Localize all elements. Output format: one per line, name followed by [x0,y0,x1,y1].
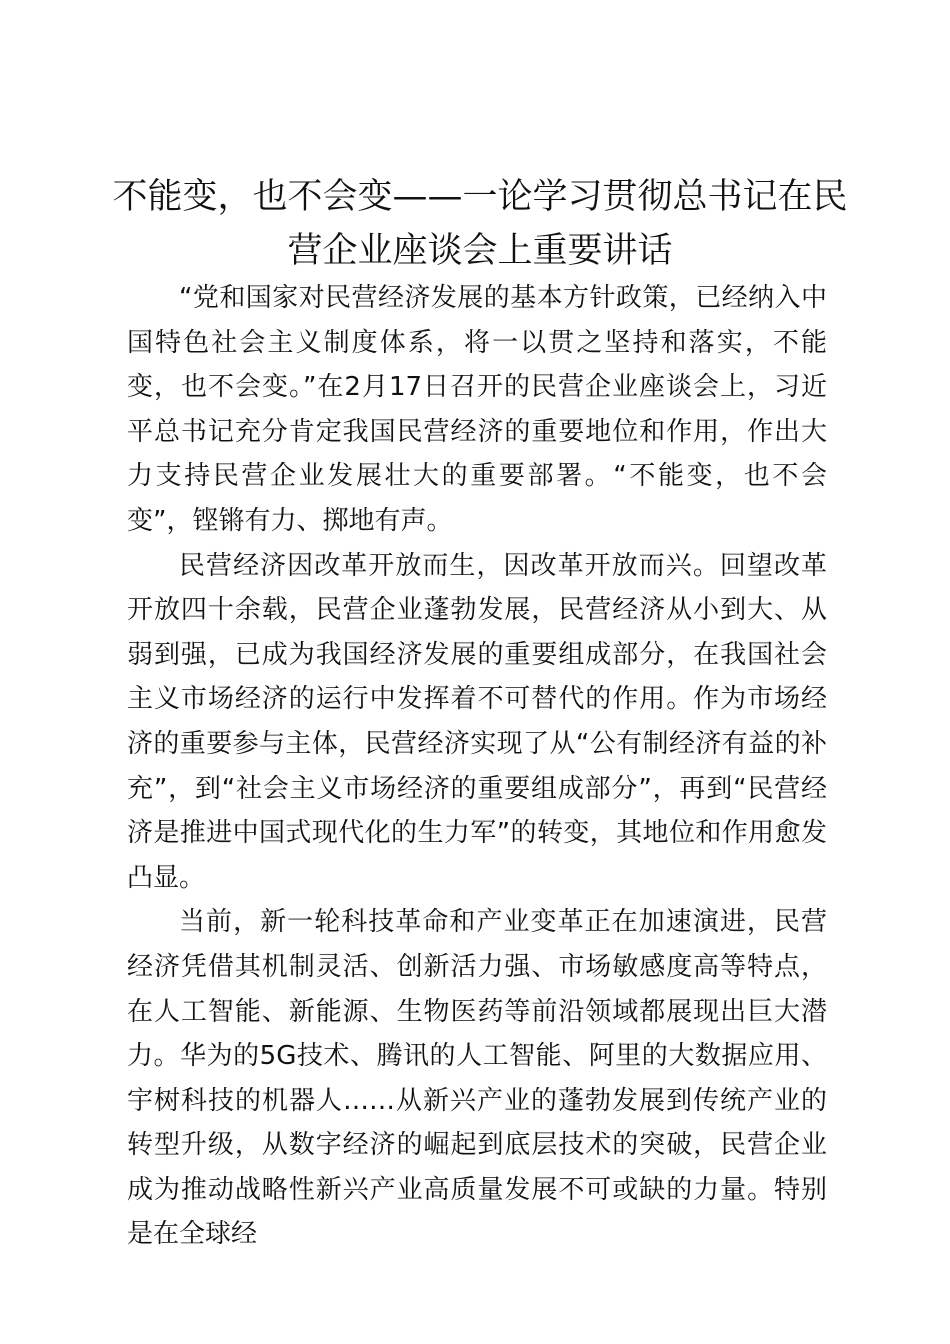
paragraph: “党和国家对民营经济发展的基本方针政策，已经纳入中国特色社会主义制度体系，将一以贯之坚持和落实，不能变，也不会变。”在2月17日召开的民营企业座谈会上，习近平总书记充分肯定我国民营经济的重要地位和作用，作出大力支持民营企业发展壮大的重要部署。“不能变，也不会变”，铿锵有力、掷地有声。 [127,283,827,536]
document-body [127,276,827,1257]
paragraph: 民营经济因改革开放而生，因改革开放而兴。回望改革开放四十余载，民营企业蓬勃发展，民营经济从小到大、从弱到强，已成为我国经济发展的重要组成部分，在我国社会主义市场经济的运行中发挥着不可替代的作用。作为市场经济的重要参与主体，民营经济实现了从“公有制经济有益的补充”，到“社会主义市场经济的重要组成部分”，再到“民营经济是推进中国式现代化的生力军”的转变，其地位和作用愈发凸显。 [127,550,827,893]
document-title: 不能变，也不会变——一论学习贯彻总书记在民营企业座谈会上重要讲话 [112,177,848,271]
paragraph: 当前，新一轮科技革命和产业变革正在加速演进，民营经济凭借其机制灵活、创新活力强、市场敏感度高等特点，在人工智能、新能源、生物医药等前沿领域都展现出巨大潜力。华为的5G技术、腾讯的人工智能、阿里的大数据应用、宇树科技的机器人……从新兴产业的蓬勃发展到传统产业的转型升级，从数字经济的崛起到底层技术的突破，民营企业成为推动战略性新兴产业高质量发展不可或缺的力量。特别是在全球经 [127,907,827,1250]
